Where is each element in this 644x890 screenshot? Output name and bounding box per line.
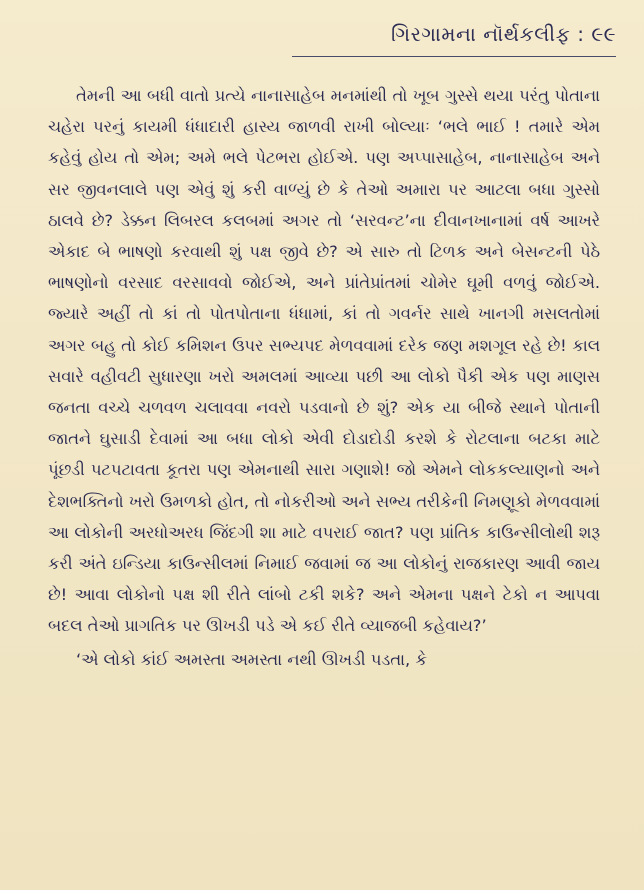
header-separator: : [570,22,592,46]
body-text [48,80,600,675]
header-rule [292,56,616,57]
paragraph: તેમની આ બધી વાતો પ્રત્યે નાનાસાહેબ મનમાંથી તો ખૂબ ગુસ્સે થયા પરંતુ પોતાના ચહેરા પરનું કાયમી ધંધાદારી હાસ્ય જાળવી રાખી બોલ્યાઃ ‘ભલે ભાઈ ! તમારે એમ કહેવું હોય તો એમ; અમે ભલે પેટભરા હોઈએ. પણ અપ્પાસાહેબ, નાનાસાહેબ અને સર જીવનલાલે પણ એવું શું કરી વાળ્યું છે કે તેઓ અમારા પર આટલા બધા ગુસ્સો ઠાલવે છે? ડેક્કન લિબરલ કલબમાં અગર તો ‘સરવન્ટ’ના દીવાનખાનામાં વર્ષ આખરે એકાદ બે ભાષણો કરવાથી શું પક્ષ જીવે છે? એ સારુ તો ટિળક અને બેસન્ટની પેઠે ભાષણોનો વરસાદ વરસાવવો જોઈએ, અને પ્રાંતેપ્રાંતમાં ચોમેર ઘૂમી વળવું જોઈએ. જ્યારે અહીં તો કાં તો પોતપોતાના ધંધામાં, કાં તો ગવર્નર સાથે ખાનગી મસલતોમાં અગર બહુ તો કોઈ કમિશન ઉપર સભ્યપદ મેળવવામાં દરેક જણ મશગૂલ રહે છે! કાલ સવારે વહીવટી સુધારણા ખરો અમલમાં આવ્યા પછી આ લોકો પૈકી એક પણ માણસ જનતા વચ્ચે ચળવળ ચલાવવા નવરો પડવાનો છે શું? એક યા બીજે સ્થાને પોતાની જાતને ઘુસાડી દેવામાં આ બધા લોકો એવી દોડાદોડી કરશે કે રોટલાના બટકા માટે પૂંછડી પટપટાવતા કૂતરા પણ એમનાથી સારા ગણાશે! જો એમને લોકકલ્યાણનો અને દેશભક્તિનો ખરો ઉમળકો હોત, તો નોકરીઓ અને સભ્ય તરીકેની નિમણૂકો મેળવવામાં આ લોકોની અરધોઅરધ જિંદગી શા માટે વપરાઈ જાત? પણ પ્રાંતિક કાઉન્સીલોથી શરૂ કરી અંતે ઇન્ડિયા કાઉન્સીલમાં નિમાઈ જવામાં જ આ લોકોનું રાજકારણ આવી જાય છે! આવા લોકોનો પક્ષ શી રીતે લાંબો ટકી શકે? અને એમના પક્ષને ટેકો ન આપવા બદલ તેઓ પ્રાગતિક પર ઊખડી પડે એ કઈ રીતે વ્યાજબી કહેવાય?’ [48,86,600,636]
page-number: ૯૯ [591,22,616,46]
running-title: ગિરગામના નૉર્થકલીફ [390,22,571,46]
paragraph-continued: ‘એ લોકો કાંઈ અમસ્તા અમસ્તા નથી ઊખડી પડતા, કે [76,649,427,669]
running-header [0,22,616,46]
